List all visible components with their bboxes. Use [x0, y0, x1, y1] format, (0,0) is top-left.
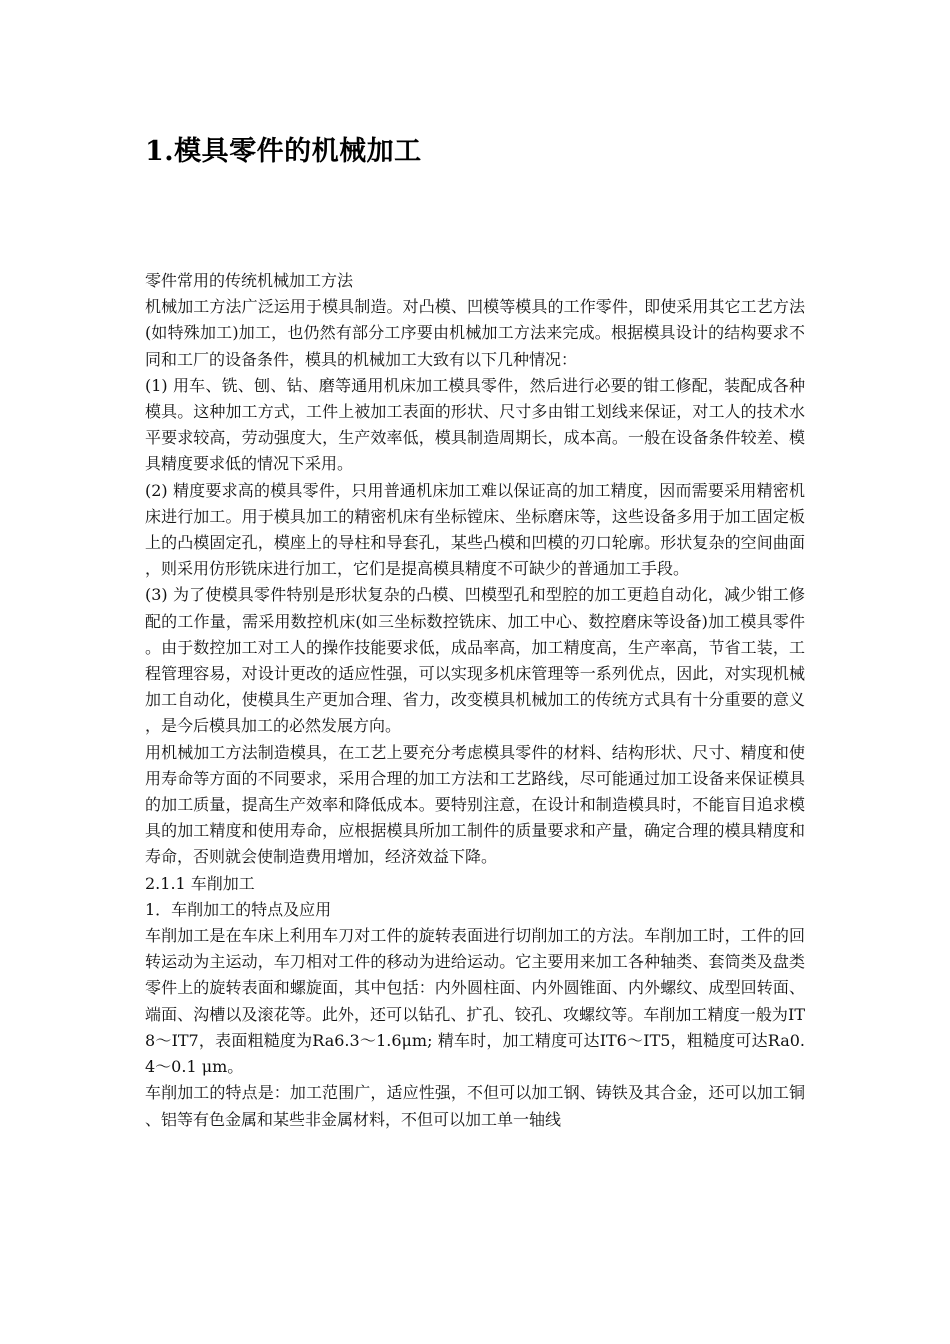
subsection-heading: 2.1.1 车削加工 [145, 873, 255, 893]
paragraph-case-3: (3) 为了使模具零件特别是形状复杂的凸模、凹模型孔和型腔的加工更趋自动化，减少钳工修配的工作量，需采用数控机床(如三坐标数控铣床、加工中心、数控磨床等设备)加工模具零件。由于数控加工对工人的操作技能要求低，成品率高，加工精度高，生产率高，节省工装，工程管理容易，对设计更改的适应性强，可以实现多机床管理等一系列优点，因此，对实现机械加工自动化，使模具生产更加合理、省力，改变模具机械加工的传统方式具有十分重要的意义，是今后模具加工的必然发展方向。 [145, 585, 805, 736]
paragraph-case-1: (1) 用车、铣、刨、钻、磨等通用机床加工模具零件，然后进行必要的钳工修配，装配成各种模具。这种加工方式，工件上被加工表面的形状、尺寸多由钳工划线来保证，对工人的技术水平要求较高，劳动强度大，生产效率低，模具制造周期长，成本高。一般在设备条件较差、模具精度要求低的情况下采用。 [145, 375, 805, 474]
document-body [145, 268, 805, 1133]
paragraph-intro: 机械加工方法广泛运用于模具制造。对凸模、凹模等模具的工作零件，即使采用其它工艺方法(如特殊加工)加工，也仍然有部分工序要由机械加工方法来完成。根据模具设计的结构要求不同和工厂的设备条件，模具的机械加工大致有以下几种情况： [145, 297, 805, 369]
paragraph-section-heading: 零件常用的传统机械加工方法 [145, 271, 354, 290]
subsubsection-heading: 1．车削加工的特点及应用 [145, 899, 332, 919]
document-title: 1.模具零件的机械加工 [145, 136, 422, 167]
paragraph-turning-features: 车削加工的特点是：加工范围广，适应性强，不但可以加工钢、铸铁及其合金，还可以加工铜、铝等有色金属和某些非金属材料，不但可以加工单一轴线 [145, 1083, 805, 1129]
paragraph-case-2: (2) 精度要求高的模具零件，只用普通机床加工难以保证高的加工精度，因而需要采用精密机床进行加工。用于模具加工的精密机床有坐标镗床、坐标磨床等，这些设备多用于加工固定板上的凸模固定孔，模座上的导柱和导套孔，某些凸模和凹模的刃口轮廓。形状复杂的空间曲面，则采用仿形铣床进行加工，它们是提高模具精度不可缺少的普通加工手段。 [145, 480, 805, 579]
paragraph-summary: 用机械加工方法制造模具，在工艺上要充分考虑模具零件的材料、结构形状、尺寸、精度和使用寿命等方面的不同要求，采用合理的加工方法和工艺路线，尽可能通过加工设备来保证模具的加工质量，提高生产效率和降低成本。要特别注意，在设计和制造模具时，不能盲目追求模具的加工精度和使用寿命，应根据模具所加工制件的质量要求和产量，确定合理的模具精度和寿命，否则就会使制造费用增加，经济效益下降。 [145, 742, 805, 867]
paragraph-turning-definition: 车削加工是在车床上利用车刀对工件的旋转表面进行切削加工的方法。车削加工时，工件的回转运动为主运动，车刀相对工件的移动为进给运动。它主要用来加工各种轴类、套筒类及盘类零件上的旋转表面和螺旋面，其中包括：内外圆柱面、内外圆锥面、内外螺纹、成型回转面、端面、沟槽以及滚花等。此外，还可以钻孔、扩孔、铰孔、攻螺纹等。车削加工精度一般为IT8～IT7，表面粗糙度为Ra6.3～1.6μm; 精车时，加工精度可达IT6～IT5，粗糙度可达Ra0.4～0.1 μm。 [145, 926, 805, 1077]
